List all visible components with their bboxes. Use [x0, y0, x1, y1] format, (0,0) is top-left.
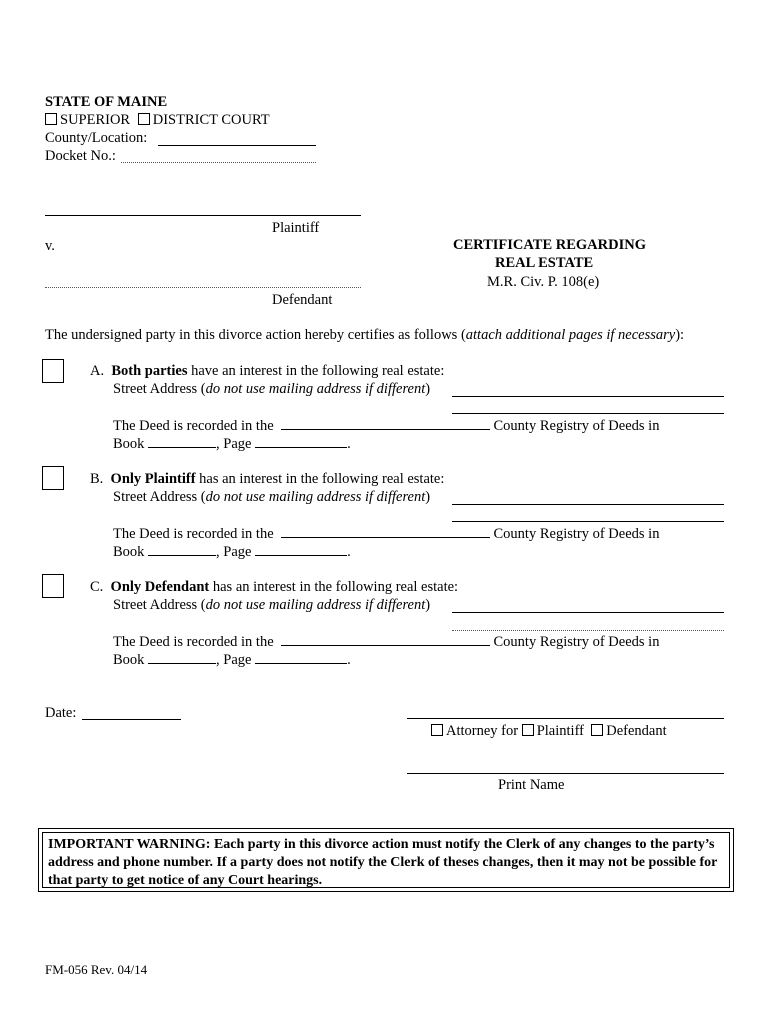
county-location-label: County/Location:	[45, 130, 148, 146]
option-rest-text: has an interest in the following real estate:	[195, 471, 445, 487]
defendant-label: Defendant	[272, 292, 333, 308]
book-field[interactable]	[148, 650, 216, 664]
street-address-field[interactable]	[452, 612, 724, 613]
street-address-field-2[interactable]	[452, 521, 724, 522]
book-page-row: Book , Page .	[113, 652, 351, 668]
option-b-checkbox[interactable]	[42, 466, 64, 490]
option-bold-text: Only Defendant	[110, 579, 210, 595]
important-warning-text: IMPORTANT WARNING: Each party in this divorce action must notify the Clerk of any changes to the party’s address and phone number. If a party does not notify the Clerk of theses changes, then it may not be possible for that party to get notice of any Court hearings.	[42, 832, 730, 888]
county-registry-field[interactable]	[281, 524, 490, 538]
important-warning-box	[38, 828, 734, 892]
book-page-row: Book , Page .	[113, 436, 351, 452]
attorney-for-checkbox[interactable]	[431, 724, 443, 736]
page-field[interactable]	[255, 542, 347, 556]
option-c-checkbox[interactable]	[42, 574, 64, 598]
signature-field[interactable]	[407, 718, 724, 719]
deed-recorded-row: The Deed is recorded in the County Registry of Deeds in	[113, 418, 660, 434]
print-name-label: Print Name	[498, 777, 565, 793]
intro-italic: attach additional pages if necessary	[465, 327, 676, 343]
book-field[interactable]	[148, 542, 216, 556]
docket-number-label: Docket No.:	[45, 148, 116, 164]
intro-statement	[45, 326, 684, 344]
county-location-field[interactable]	[158, 145, 316, 146]
state-title: STATE OF MAINE	[45, 94, 168, 110]
date-label: Date:	[45, 705, 77, 721]
certificate-title-line1: CERTIFICATE REGARDING	[453, 237, 646, 253]
street-address-field-2[interactable]	[452, 413, 724, 414]
signer-plaintiff-checkbox[interactable]	[522, 724, 534, 736]
option-bold-text: Only Plaintiff	[110, 471, 196, 487]
date-field[interactable]	[82, 719, 181, 720]
intro-text: The undersigned party in this divorce action hereby certifies as follows (	[45, 327, 466, 343]
street-address-field[interactable]	[452, 504, 724, 505]
intro-close: ):	[675, 327, 685, 343]
option-letter: A.	[90, 363, 105, 379]
page-field[interactable]	[255, 434, 347, 448]
book-field[interactable]	[148, 434, 216, 448]
option-a-checkbox[interactable]	[42, 359, 64, 383]
deed-recorded-row: The Deed is recorded in the County Registry of Deeds in	[113, 526, 660, 542]
plaintiff-name-field[interactable]	[45, 215, 361, 216]
page-field[interactable]	[255, 650, 347, 664]
option-letter: B.	[90, 471, 104, 487]
superior-label: SUPERIOR	[60, 112, 131, 128]
county-registry-field[interactable]	[281, 416, 490, 430]
signer-defendant-label: Defendant	[606, 723, 667, 739]
district-court-label: DISTRICT COURT	[152, 112, 270, 128]
street-address-field[interactable]	[452, 396, 724, 397]
street-address-label: Street Address (do not use mailing address if different)	[113, 489, 431, 505]
plaintiff-label: Plaintiff	[272, 220, 320, 236]
signer-plaintiff-label: Plaintiff	[536, 723, 584, 739]
attorney-for-label: Attorney for	[446, 723, 519, 739]
county-registry-field[interactable]	[281, 632, 490, 646]
street-address-label: Street Address (do not use mailing address if different)	[113, 381, 431, 397]
defendant-name-field[interactable]	[45, 287, 361, 288]
option-rest-text: have an interest in the following real estate:	[187, 363, 445, 379]
option-letter: C.	[90, 579, 104, 595]
signer-role-row	[431, 722, 667, 740]
rule-citation: M.R. Civ. P. 108(e)	[487, 274, 600, 290]
option-a-heading	[90, 362, 444, 380]
option-rest-text: has an interest in the following real estate:	[209, 579, 459, 595]
form-id: FM-056 Rev. 04/14	[45, 962, 148, 977]
street-address-label: Street Address (do not use mailing address if different)	[113, 597, 431, 613]
docket-number-field[interactable]	[121, 162, 316, 163]
court-type-row	[45, 111, 270, 129]
street-address-field-2[interactable]	[452, 630, 724, 631]
superior-checkbox[interactable]	[45, 113, 57, 125]
option-bold-text: Both parties	[111, 363, 188, 379]
versus-label: v.	[45, 238, 55, 254]
book-page-row: Book , Page .	[113, 544, 351, 560]
option-c-heading	[90, 578, 458, 596]
deed-recorded-row: The Deed is recorded in the County Registry of Deeds in	[113, 634, 660, 650]
signer-defendant-checkbox[interactable]	[591, 724, 603, 736]
print-name-field[interactable]	[407, 773, 724, 774]
option-b-heading	[90, 470, 444, 488]
district-court-checkbox[interactable]	[138, 113, 150, 125]
certificate-title-line2: REAL ESTATE	[495, 255, 594, 271]
